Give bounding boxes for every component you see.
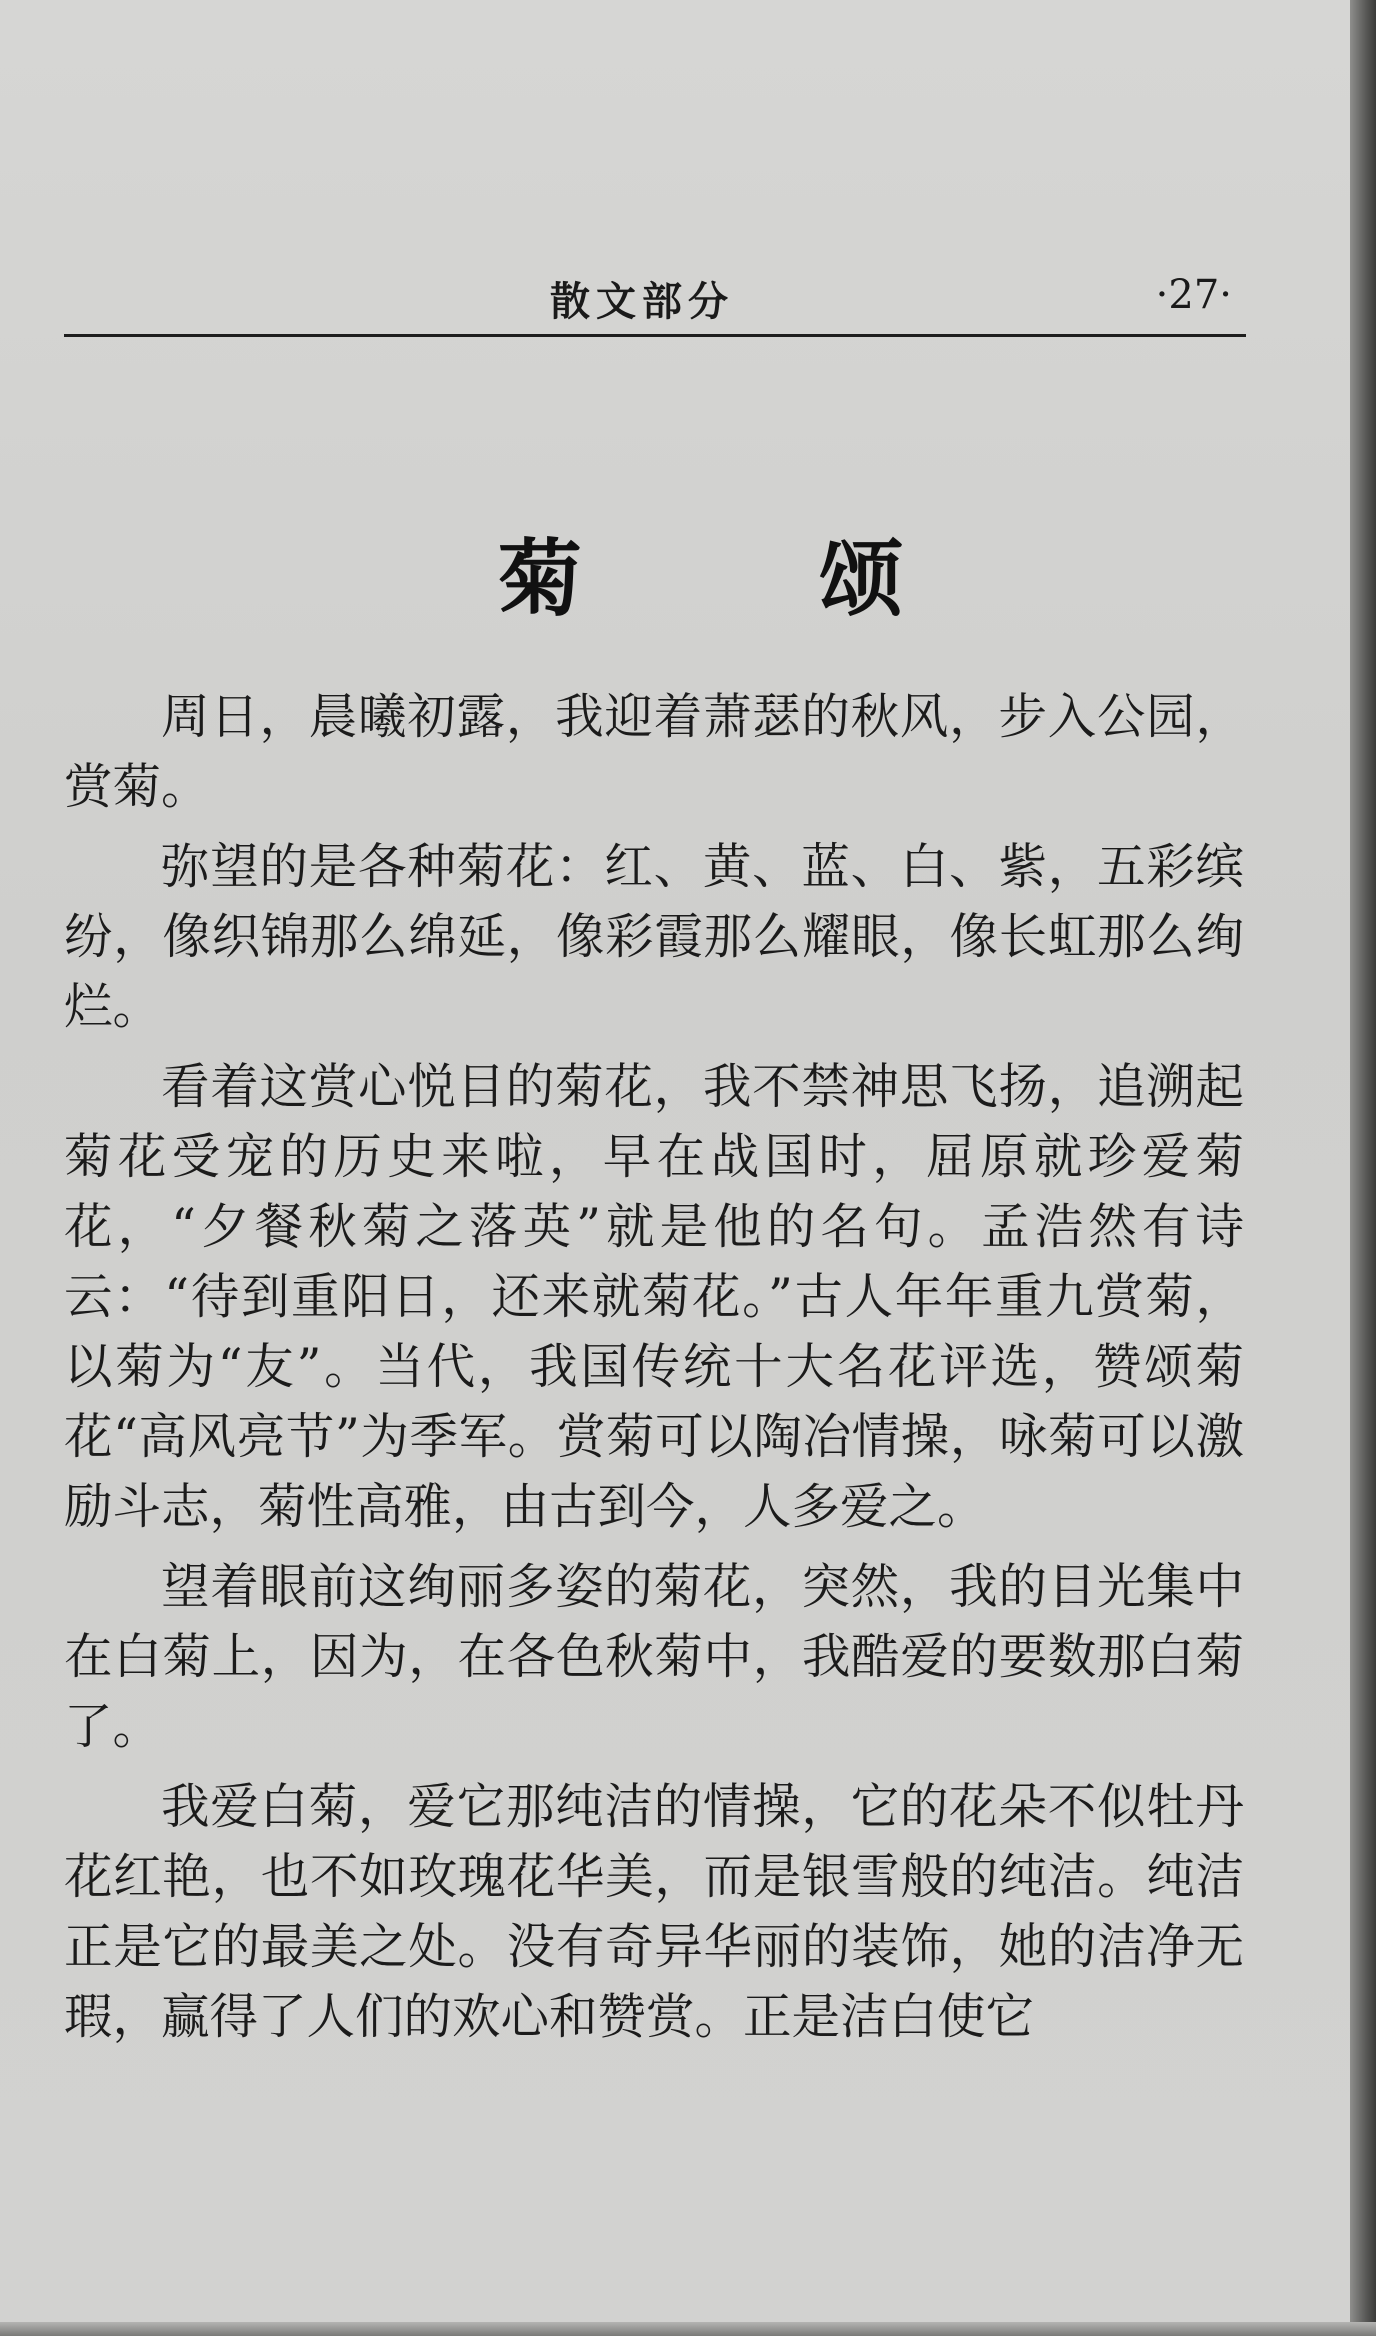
paragraph: 我爱白菊，爱它那纯洁的情操，它的花朵不似牡丹花红艳，也不如玫瑰花华美，而是银雪般的纯洁。纯洁正是它的最美之处。没有奇异华丽的装饰，她的洁净无瑕，赢得了人们的欢心和赞赏。正是洁白使它 xyxy=(64,1779,1244,2045)
paragraph: 周日，晨曦初露，我迎着萧瑟的秋风，步入公园，赏菊。 xyxy=(64,689,1244,815)
page-bottom-edge xyxy=(0,2322,1376,2336)
essay-body xyxy=(64,682,1244,2052)
paragraph: 望着眼前这绚丽多姿的菊花，突然，我的目光集中在白菊上，因为，在各色秋菊中，我酷爱的要数那白菊了。 xyxy=(64,1559,1244,1755)
essay-title: 菊 颂 xyxy=(498,529,1008,628)
page-edge-shadow xyxy=(1350,0,1376,2336)
section-title: 散文部分 xyxy=(550,278,734,325)
paragraph: 弥望的是各种菊花：红、黄、蓝、白、紫，五彩缤纷，像织锦那么绵延，像彩霞那么耀眼，像长虹那么绚烂。 xyxy=(64,839,1244,1035)
page-number: ·27· xyxy=(1155,272,1232,318)
paragraph: 看着这赏心悦目的菊花，我不禁神思飞扬，追溯起菊花受宠的历史来啦，早在战国时，屈原就珍爱菊花，“夕餐秋菊之落英”就是他的名句。孟浩然有诗云：“待到重阳日，还来就菊花。”古人年年重九赏菊，以菊为“友”。当代，我国传统十大名花评选，赞颂菊花“高风亮节”为季军。赏菊可以陶冶情操，咏菊可以激励斗志，菊性高雅，由古到今，人多爱之。 xyxy=(64,1059,1244,1535)
running-header xyxy=(64,270,1246,337)
